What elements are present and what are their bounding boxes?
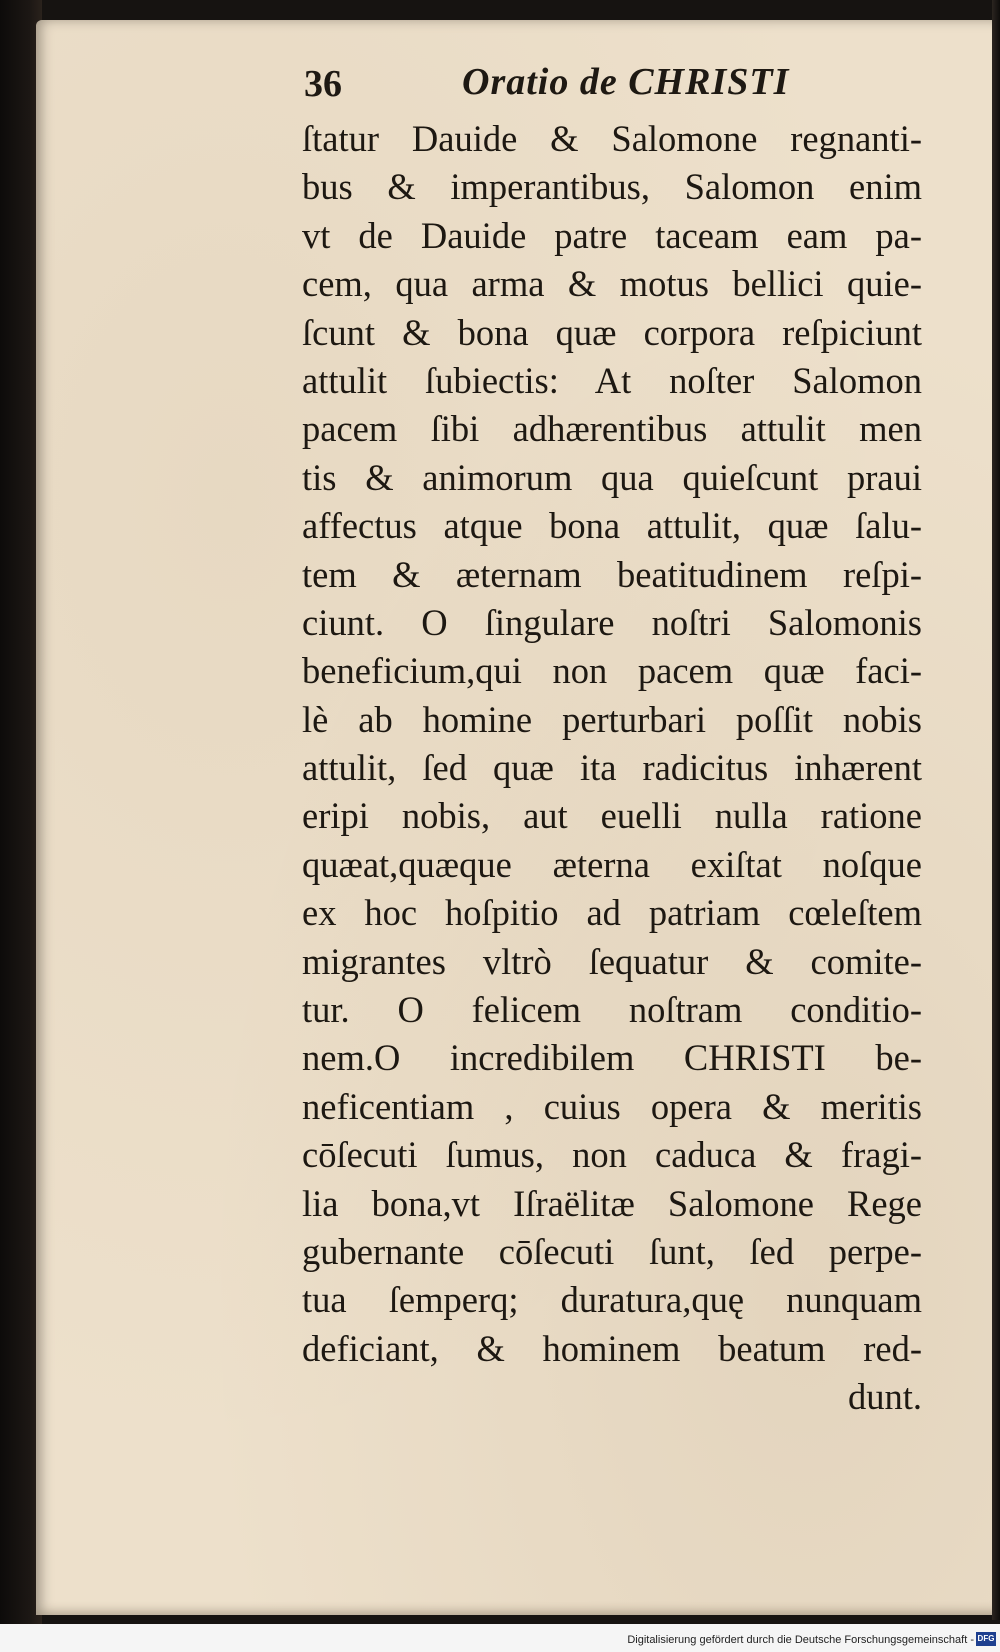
dfg-logo-icon: DFG	[976, 1632, 996, 1646]
body-text	[302, 115, 922, 1422]
page-number: 36	[304, 63, 342, 105]
text-line: lè ab homine perturbari poſſit nobis	[302, 698, 922, 740]
text-line: neficentiam , cuius opera & meritis	[302, 1085, 922, 1127]
text-line: ex hoc hoſpitio ad patriam cœleſtem	[302, 892, 922, 934]
text-line: tem & æternam beatitudinem reſpi-	[302, 553, 922, 595]
running-title: Oratio de CHRISTI	[462, 61, 790, 103]
text-line: tur. O felicem noſtram conditio-	[302, 989, 922, 1031]
text-line: pacem ſibi adhærentibus attulit men	[302, 408, 922, 450]
text-line: nem.O incredibilem CHRISTI be-	[302, 1037, 922, 1079]
text-line: bus & imperantibus, Salomon enim	[302, 166, 922, 208]
text-line: eripi nobis, aut euelli nulla ratione	[302, 795, 922, 837]
text-line: dunt.	[847, 1376, 922, 1418]
page-edge	[992, 0, 1000, 1620]
text-line: beneficium,qui non pacem quæ faci-	[302, 650, 922, 692]
text-line: deficiant, & hominem beatum red-	[302, 1327, 922, 1369]
text-line: tua ſemperq; duratura,quę nunquam	[302, 1279, 922, 1321]
text-line: quæat,quæque æterna exiſtat noſque	[302, 843, 922, 885]
footer-strip	[0, 1624, 1000, 1652]
digitization-credit: Digitalisierung gefördert durch die Deutsche Forschungsgemeinschaft -	[627, 1634, 974, 1646]
page-header	[304, 60, 984, 110]
text-line: vt de Dauide patre taceam eam pa-	[302, 214, 922, 256]
text-line: attulit, ſed quæ ita radicitus inhærent	[302, 747, 922, 789]
text-line: gubernante cōſecuti ſunt, ſed perpe-	[302, 1230, 922, 1272]
text-line: ciunt. O ſingulare noſtri Salomonis	[302, 601, 922, 643]
text-line: tis & animorum qua quieſcunt praui	[302, 456, 922, 498]
text-line: affectus atque bona attulit, quæ ſalu-	[302, 505, 922, 547]
text-line: lia bona,vt Iſraëlitæ Salomone Rege	[302, 1182, 922, 1224]
text-line: ſcunt & bona quæ corpora reſpiciunt	[302, 311, 922, 353]
text-line: migrantes vltrò ſequatur & comite-	[302, 940, 922, 982]
text-line: ſtatur Dauide & Salomone regnanti-	[302, 118, 922, 159]
text-line: cōſecuti ſumus, non caduca & fragi-	[302, 1134, 922, 1176]
text-line: cem, qua arma & motus bellici quie-	[302, 263, 922, 305]
text-line: attulit ſubiectis: At noſter Salomon	[302, 359, 922, 401]
